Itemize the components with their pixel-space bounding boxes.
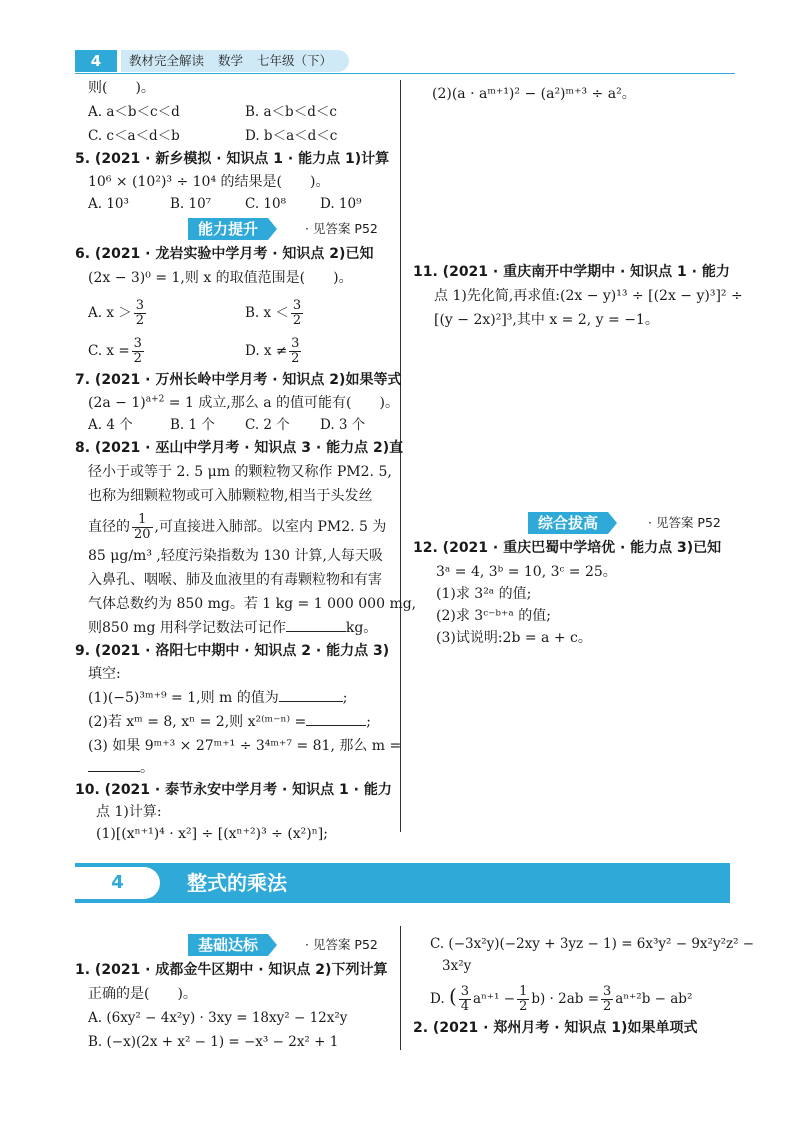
header-rule: [75, 73, 735, 74]
q5-option-c: C. 10⁸: [245, 196, 287, 212]
q4-tail: 则( )。: [88, 80, 155, 96]
q12-part-1: (1)求 3²ᵃ 的值;: [436, 586, 532, 602]
fraction: [132, 337, 144, 366]
q9-part-1-text: (1)(−5)³ᵐ⁺⁹ = 1,则 m 的值为: [88, 690, 279, 706]
q4-option-c: C. c＜a＜d＜b: [88, 128, 180, 144]
q8-line-4: 85 μg/m³ ,轻度污染指数为 130 计算,人每天吸: [88, 548, 383, 564]
q7-option-c: C. 2 个: [245, 417, 290, 433]
q6-option-c: [88, 334, 146, 368]
q10-part-2: (2)(a · aᵐ⁺¹)² − (a²)ᵐ⁺³ ÷ a²。: [432, 86, 636, 102]
q5-option-d: D. 10⁹: [320, 196, 362, 212]
fraction-numerator: 3: [133, 336, 142, 351]
q6-option-d-label: D. x ≠: [245, 343, 288, 359]
q8-line-3-start: 直径的: [88, 519, 130, 535]
q12-given: 3ᵃ = 4, 3ᵇ = 10, 3ᶜ = 25。: [436, 564, 617, 580]
q10-line-1: 点 1)计算:: [96, 804, 162, 820]
answer-blank[interactable]: [88, 771, 140, 772]
fraction-numerator: 3: [292, 298, 302, 313]
option-d-end: aⁿ⁺²b − ab²: [615, 991, 693, 1007]
q5-option-a: A. 10³: [88, 196, 129, 212]
subject: 数学: [218, 53, 244, 68]
fraction-denominator: 2: [133, 351, 142, 366]
page-number: 4: [75, 50, 117, 72]
fraction-numerator: 3: [135, 298, 145, 313]
q8-line-6: 气体总数约为 850 mg。若 1 kg = 1 000 000 mg,: [88, 596, 417, 612]
fraction: [459, 985, 471, 1014]
q8-line-7-start: 则850 mg 用科学记数法可记作: [88, 620, 286, 636]
fraction-numerator: 3: [460, 984, 470, 999]
option-d-mid: aⁿ⁺¹ −: [473, 991, 516, 1007]
q8-line-5: 入鼻孔、咽喉、肺及血液里的有毒颗粒物和有害: [88, 572, 382, 588]
q8-line-3: [88, 510, 386, 544]
column-divider: [400, 926, 401, 1050]
answer-ref: · 见答案 P52: [305, 937, 378, 952]
q9-part-1-end: ;: [342, 690, 348, 706]
fraction-denominator: 2: [519, 999, 528, 1014]
q8-line-7-end: kg。: [345, 620, 378, 636]
q9-line-1: 填空:: [88, 666, 121, 682]
q9-part-2: [88, 712, 371, 732]
fraction-denominator: 2: [603, 999, 612, 1014]
q6-option-b-label: B. x ＜: [245, 305, 289, 321]
q7-heading: 7. (2021 · 万州长岭中学月考 · 知识点 2)如果等式: [75, 372, 402, 388]
q4-option-a: A. a＜b＜c＜d: [88, 104, 180, 120]
fraction-denominator: 20: [134, 526, 151, 542]
fraction-numerator: 1: [519, 984, 528, 999]
section-number-box: [75, 867, 160, 899]
option-d-b: b) · 2ab =: [531, 991, 600, 1007]
q7-expr-tail: = 1 成立,那么 a 的值可能有( )。: [164, 395, 399, 411]
s4-q2-heading: 2. (2021 · 郑州月考 · 知识点 1)如果单项式: [413, 1020, 698, 1036]
q8-line-7: [88, 618, 377, 638]
q10-part-1: (1)[(xⁿ⁺¹)⁴ · x²] ÷ [(xⁿ⁺²)³ ÷ (x²)ⁿ];: [96, 826, 328, 842]
q6-option-c-label: C. x =: [88, 343, 130, 359]
q6-heading: 6. (2021 · 龙岩实验中学月考 · 知识点 2)已知: [75, 246, 374, 262]
q12-part-3: (3)试说明:2b = a + c。: [436, 630, 592, 646]
q6-option-d: [245, 334, 303, 368]
fraction: [517, 985, 529, 1014]
book-title: 教材完全解读: [129, 53, 205, 68]
q6-expression: (2x − 3)⁰ = 1,则 x 的取值范围是( )。: [88, 270, 353, 286]
q11-line-1: 点 1)先化简,再求值:(2x − y)¹³ ÷ [(2x − y)³]² ÷: [434, 288, 743, 304]
q10-heading: 10. (2021 · 泰节永安中学月考 · 知识点 1 · 能力: [75, 782, 392, 798]
q5-expression: 10⁶ × (10²)³ ÷ 10⁴ 的结果是( )。: [88, 174, 330, 190]
comprehensive-badge: 综合拔高: [528, 512, 608, 534]
q9-part-1: [88, 688, 347, 708]
q9-part-2-end: ;: [366, 714, 371, 730]
page-header: [75, 50, 355, 72]
s4-q1-option-c: C. (−3x²y)(−2xy + 3yz − 1) = 6x³y² − 9x²y²z² −: [430, 936, 755, 952]
fraction-numerator: 3: [291, 336, 300, 351]
fraction-denominator: 4: [460, 999, 470, 1014]
fraction-numerator: 3: [603, 984, 612, 999]
q6-option-b: [245, 296, 305, 330]
q9-part-3-answer: [88, 758, 154, 778]
s4-q1-option-d: [430, 978, 692, 1014]
fraction-denominator: 2: [292, 313, 302, 328]
q6-option-a: [88, 296, 148, 330]
fraction: [132, 513, 153, 542]
q8-heading: 8. (2021 · 巫山中学月考 · 知识点 3 · 能力点 2)直: [75, 440, 404, 456]
q6-option-a-label: A. x ＞: [88, 305, 132, 321]
q8-line-1: 径小于或等于 2. 5 μm 的颗粒物又称作 PM2. 5,: [88, 464, 392, 480]
s4-q1-line-1: 正确的是( )。: [88, 986, 197, 1002]
q7-expr-base: (2a − 1): [88, 395, 146, 411]
answer-blank[interactable]: [279, 701, 343, 702]
q9-part-3: (3) 如果 9ᵐ⁺³ × 27ᵐ⁺¹ ÷ 3⁴ᵐ⁺⁷ = 81, 那么 m =: [88, 738, 402, 754]
grade: 七年级（下）: [257, 53, 333, 68]
q4-option-b: B. a＜b＜d＜c: [245, 104, 337, 120]
q7-option-d: D. 3 个: [320, 417, 366, 433]
q12-part-2: (2)求 3ᶜ⁻ᵇ⁺ᵃ 的值;: [436, 608, 551, 624]
q11-heading: 11. (2021 · 重庆南开中学期中 · 知识点 1 · 能力: [413, 264, 730, 280]
fraction-numerator: 1: [132, 513, 153, 528]
fraction-denominator: 2: [135, 313, 145, 328]
q7-expression: [88, 393, 399, 413]
q7-option-b: B. 1 个: [170, 417, 215, 433]
section-number: 4: [111, 872, 124, 893]
fraction: [291, 299, 303, 328]
q11-line-2: [(y − 2x)²]³,其中 x = 2, y = −1。: [434, 312, 659, 328]
q5-option-b: B. 10⁷: [170, 196, 212, 212]
fraction: [601, 985, 613, 1014]
answer-blank[interactable]: [306, 725, 366, 726]
q9-heading: 9. (2021 · 洛阳七中期中 · 知识点 2 · 能力点 3): [75, 643, 390, 659]
fraction: [289, 337, 301, 366]
q8-line-3-end: ,可直接进入肺部。以室内 PM2. 5 为: [154, 519, 387, 535]
q5-heading: 5. (2021 · 新乡模拟 · 知识点 1 · 能力点 1)计算: [75, 151, 390, 167]
s4-q1-option-c-cont: 3x²y: [442, 958, 472, 974]
s4-q1-option-b: B. (−x)(2x + x² − 1) = −x³ − 2x² + 1: [88, 1034, 339, 1050]
q12-heading: 12. (2021 · 重庆巴蜀中学培优 · 能力点 3)已知: [413, 540, 722, 556]
q4-option-d: D. b＜a＜d＜c: [245, 128, 338, 144]
option-d-label: D.: [430, 991, 445, 1007]
answer-ref: · 见答案 P52: [648, 515, 721, 530]
section-title: 整式的乘法: [187, 871, 287, 895]
s4-q1-heading: 1. (2021 · 成都金牛区期中 · 知识点 2)下列计算: [75, 962, 388, 978]
q9-part-3-end: 。: [140, 760, 154, 776]
open-paren: (: [448, 984, 457, 1008]
answer-ref: · 见答案 P52: [305, 221, 378, 236]
fraction: [134, 299, 146, 328]
ability-badge: 能力提升: [188, 218, 268, 240]
section-banner: [75, 863, 730, 903]
q7-option-a: A. 4 个: [88, 417, 133, 433]
q7-expr-exponent: a+2: [145, 394, 165, 405]
s4-q1-option-a: A. (6xy² − 4x²y) · 3xy = 18xy² − 12x²y: [88, 1010, 348, 1026]
q9-part-2-text: (2)若 xᵐ = 8, xⁿ = 2,则 x²⁽ᵐ⁻ⁿ⁾ =: [88, 714, 307, 730]
answer-blank[interactable]: [286, 631, 346, 632]
fraction-denominator: 2: [291, 351, 300, 366]
q8-line-2: 也称为细颗粒物或可入肺颗粒物,相当于头发丝: [88, 488, 373, 504]
basic-badge: 基础达标: [188, 934, 268, 956]
